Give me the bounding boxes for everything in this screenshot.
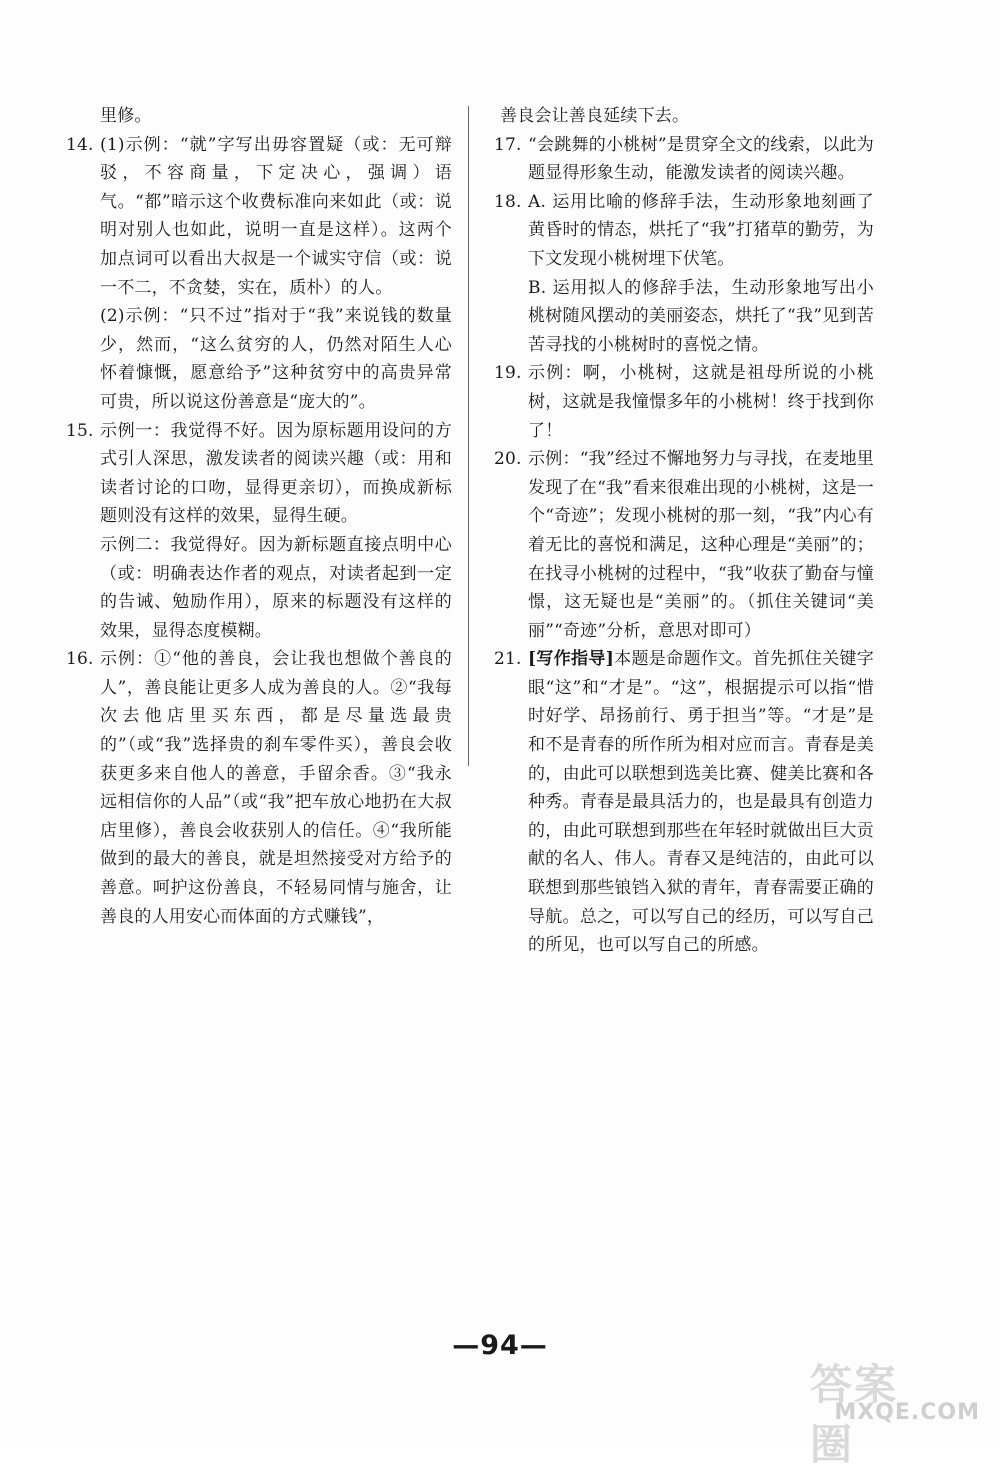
answer-15-part2: 示例二：我觉得好。因为新标题直接点明中心（或：明确表达作者的观点，对读者起到一定的告诫、勉励作用），原来的标题没有这样的效果，显得态度模糊。 — [100, 534, 452, 641]
answer-18-part-b: B. 运用拟人的修辞手法，生动形象地写出小桃树随风摆动的美丽姿态，烘托了“我”见到苦苦寻找的小桃树时的喜悦之情。 — [528, 277, 874, 355]
answer-21-number: 21. — [494, 649, 522, 670]
answer-16 — [66, 645, 452, 931]
site-watermark — [810, 1342, 980, 1469]
right-lead-line: 善良会让善良延续下去。 — [500, 106, 690, 126]
answer-18-part-a: A. 运用比喻的修辞手法，生动形象地刻画了黄昏时的情态，烘托了“我”打猪草的勤劳，为下文发现小桃树埋下伏笔。 — [528, 191, 874, 269]
answer-20-text: 示例：“我”经过不懈地努力与寻找，在麦地里发现了在“我”看来很难出现的小桃树，这是一个“奇迹”；发现小桃树的那一刻，“我”内心有着无比的喜悦和满足，这种心理是“美丽”的；在找寻小桃树的过程中，“我”收获了勤奋与憧憬，这无疑也是“美丽”的。（抓住关键词“美丽”“奇迹”分析，意思对即可） — [528, 449, 874, 641]
answer-19-number: 19. — [494, 363, 522, 384]
page-number: —94— — [452, 1330, 548, 1361]
answer-20 — [494, 445, 874, 645]
answer-15-number: 15. — [66, 420, 94, 441]
left-column — [66, 102, 452, 931]
answer-17-text: “会跳舞的小桃树”是贯穿全文的线索，以此为题显得形象生动，能激发读者的阅读兴趣。 — [528, 134, 874, 184]
column-divider — [468, 106, 469, 766]
writing-guide-label: [写作指导] — [528, 649, 614, 670]
answer-15 — [66, 417, 452, 646]
answer-18-number: 18. — [494, 191, 522, 212]
answer-21-text: 本题是命题作文。首先抓住关键字眼“这”和“才是”。“这”，根据提示可以指“惜时好学、昂扬前行、勇于担当”等。“才是”是和不是青春的所作所为相对应而言。青春是美的，由此可以联想到选美比赛、健美比赛和各种秀。青春是最具活力的，也是最具有创造力的，由此可联想到那些在年轻时就做出巨大贡献的名人、伟人。青春又是纯洁的，由此可以联想到那些锒铛入狱的青年，青春需要正确的导航。总之，可以写自己的经历，可以写自己的所见，也可以写自己的所感。 — [528, 649, 874, 956]
answer-18 — [494, 188, 874, 360]
left-lead-line: 里修。 — [100, 106, 152, 126]
answer-14-number: 14. — [66, 134, 94, 155]
answer-21 — [494, 645, 874, 960]
watermark-logo-text: 答案圈 — [810, 1360, 899, 1469]
answer-14-part2: (2)示例：“只不过”指对于“我”来说钱的数量少，然而，“这么贫穷的人，仍然对陌生人心怀着慷慨，愿意给予”这种贫穷中的高贵异常可贵，所以说这份善意是“庞大的”。 — [100, 306, 452, 412]
answer-17 — [494, 131, 874, 188]
answer-17-number: 17. — [494, 134, 522, 155]
answer-16-text: 示例：①“他的善良，会让我也想做个善良的人”，善良能让更多人成为善良的人。②“我每次去他店里买东西，都是尽量选最贵的”（或“我”选择贵的刹车零件买），善良会收获更多来自他人的善意，手留余香。③“我永远相信你的人品”（或“我”把车放心地扔在大叔店里修），善良会收获别人的信任。④“我所能做到的最大的善良，就是坦然接受对方给予的善意。呵护这份善良，不轻易同情与施舍，让善良的人用安心而体面的方式赚钱”， — [100, 649, 452, 927]
answer-14-part1: (1)示例：“就”字写出毋容置疑（或：无可辩驳，不容商量，下定决心，强调）语气。“都”暗示这个收费标准向来如此（或：说明对别人也如此，说明一直是这样）。这两个加点词可以看出大叔是一个诚实守信（或：说一不二，不贪婪，实在，质朴）的人。 — [100, 134, 452, 298]
right-column — [494, 102, 874, 960]
answer-19 — [494, 359, 874, 445]
answer-21-body — [528, 645, 874, 960]
answer-15-part1: 示例一：我觉得不好。因为原标题用设问的方式引人深思，激发读者的阅读兴趣（或：用和读者讨论的口吻，显得更亲切），而换成新标题则没有这样的效果，显得生硬。 — [100, 420, 452, 527]
answer-16-number: 16. — [66, 649, 94, 670]
answer-19-text: 示例：啊，小桃树，这就是祖母所说的小桃树，这就是我憧憬多年的小桃树！终于找到你了！ — [528, 363, 874, 441]
watermark-domain: MXQE.COM — [834, 1400, 980, 1425]
answer-14 — [66, 131, 452, 417]
answer-20-number: 20. — [494, 449, 522, 470]
